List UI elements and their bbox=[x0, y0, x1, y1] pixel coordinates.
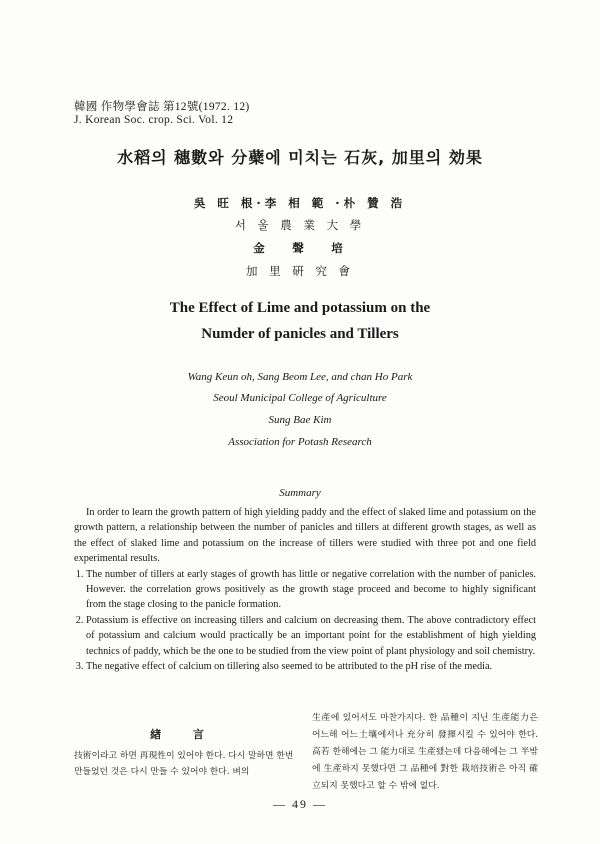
authors-korean: 吳 旺 根·李 相 範 ·朴 贊 浩 bbox=[193, 196, 407, 210]
affiliation-korean-2: 加 里 硏 究 會 bbox=[245, 264, 355, 278]
summary-heading: Summary bbox=[279, 487, 321, 499]
summary-points bbox=[74, 567, 536, 675]
summary-body bbox=[74, 505, 536, 674]
paper-title-english-line2: Numder of panicles and Tillers bbox=[201, 326, 399, 342]
paper-title-korean: 水稻의 穗數와 分蘗에 미치는 石灰, 加里의 効果 bbox=[117, 148, 483, 167]
summary-point: 3. The negative effect of calcium on tillering also seemed to be attributed to the pH rise of the media. bbox=[86, 659, 536, 674]
introduction-heading: 緖 言 bbox=[150, 728, 218, 741]
summary-intro: In order to learn the growth pattern of high yielding paddy and the effect of slaked lime and potassium on the growth pattern, a relationship between the number of panicles and tillers at different growth stages, as well as the effect of slaked lime and potassium on the increase of tillers were studied with three pot and one field experimental results. bbox=[74, 507, 536, 565]
journal-header-english: J. Korean Soc. crop. Sci. Vol. 12 bbox=[74, 114, 234, 126]
authors-english: Wang Keun oh, Sang Beom Lee, and chan Ho Park bbox=[187, 371, 413, 383]
introduction-left-column bbox=[74, 748, 298, 780]
paper-title-english-line1: The Effect of Lime and potassium on the bbox=[169, 300, 431, 316]
journal-header-korean: 韓國 作物學會誌 第12號(1972. 12) bbox=[74, 101, 250, 113]
author2-korean: 金 聲 培 bbox=[253, 241, 347, 255]
introduction-left-text: 技術이라고 하면 再現性이 있어야 한다. 다시 말하면 한번 만들었던 것은 다시 만들 수 있어야 한다. 벼의 bbox=[74, 751, 294, 777]
summary-point: 2. Potassium is effective on increasing tillers and calcium on decreasing them. The above contradictory effect of potassium and calcium would practically be an important point for the establishment of high yielding technics of paddy, which be the one to be studied from the view point of plant physiology and soil chemistry. bbox=[86, 613, 536, 659]
page-number: — 49 — bbox=[273, 797, 327, 811]
author2-english: Sung Bae Kim bbox=[268, 414, 332, 426]
introduction-right-column bbox=[312, 710, 538, 795]
introduction-right-text: 生產에 있어서도 마찬가지다. 한 品種이 지닌 生產能力은 어느해 어느土壤에서나 充分히 發揮시킬 수 있어야 한다. 高若 한해에는 그 能力대로 生產됐는데 다음해에는 그 半밖에 生產하지 못했다면 그 品種에 對한 栽培技術은 아직 確立되지 못했다고 할 수 밖에 없다. bbox=[312, 713, 538, 791]
affiliation-english-2: Association for Potash Research bbox=[228, 436, 372, 448]
summary-point: 1. The number of tillers at early stages of growth has little or negative correlation with the number of panicles. However. the correlation grows positively as the growth stage proceed and become to highly significant from the stage closing to the panicle formation. bbox=[86, 567, 536, 613]
affiliation-korean-1: 서 울 農 業 大 學 bbox=[234, 218, 366, 232]
affiliation-english-1: Seoul Municipal College of Agriculture bbox=[213, 392, 387, 404]
